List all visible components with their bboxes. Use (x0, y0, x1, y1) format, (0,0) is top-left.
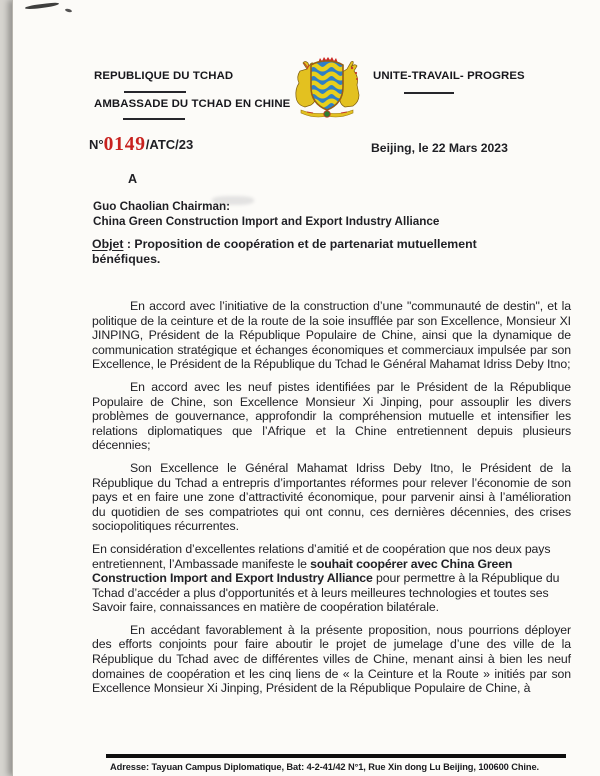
footer-divider (106, 754, 566, 758)
embassy-title: AMBASSADE DU TCHAD EN CHINE (94, 98, 291, 110)
subject-label: Objet (92, 237, 124, 251)
paragraph-4-lead: En considération d’excellentes relations d’amitié et de coopération que nos deux pays entretiennent, l’Ambassade manifeste le (92, 541, 551, 571)
subject-line (92, 237, 540, 268)
reference-stamped-number: 0149 (103, 134, 146, 155)
date-line: Beijing, le 22 Mars 2023 (371, 141, 508, 155)
letter-page (12, 0, 600, 776)
paragraph-3: Son Excellence le Général Mahamat Idriss Deby Itno, le Président de la République du Tchad a entrepris d’importantes réformes pour relever l’économie de son pays et en faire une zone d’attractivité économique, pour parvenir ainsi à l’amélioration du quotidien de ses compatriotes qui ont connu, ces dernières décennies, des crises sociopolitiques récurrentes. (92, 460, 571, 534)
subject-separator: : (123, 237, 135, 251)
letter-body (92, 299, 571, 704)
recipient-name: Guo Chaolian Chairman: (93, 200, 231, 213)
reference-number (89, 134, 193, 156)
header-divider-2 (123, 118, 185, 120)
paragraph-2: En accord avec les neuf pistes identifiées par le Président de la République Populaire de Chine, son Excellence Monsieur Xi Jinping, pour assouplir les divers problèmes de gouvernance, approfondir la compréhension mutuelle et intensifier les relations diplomatiques que l’Afrique et la Chine entretiennent depuis plusieurs décennies; (92, 379, 571, 453)
chad-coat-of-arms-icon (283, 54, 371, 122)
salutation: A (128, 172, 138, 186)
footer-address: Adresse: Tayuan Campus Diplomatique, Bat: 4-2-41/42 N°1, Rue Xin dong Lu Beijing, 100600 Chine. (110, 762, 540, 772)
paragraph-4-emphasis: souhait coopérer avec China Green Construction Import and Export Industry Alliance (92, 556, 513, 586)
header-divider-1 (124, 91, 186, 93)
header-divider-3 (404, 92, 454, 94)
reference-suffix: /ATC/23 (145, 137, 194, 152)
paragraph-4 (92, 542, 571, 615)
scan-artifact-fleck (65, 8, 73, 13)
motto-title: UNITE-TRAVAIL- PROGRES (373, 70, 525, 82)
paragraph-4-tail: pour permettre à la République du Tchad d’accéder a plus d'opportunités et à leurs meilleures technologies et toutes ses Savoir faire, connaissances en matière de coopération bilatérale. (92, 571, 560, 615)
recipient-block (93, 200, 439, 229)
recipient-organization: China Green Construction Import and Export Industry Alliance (93, 214, 440, 228)
country-title: REPUBLIQUE DU TCHAD (94, 70, 234, 82)
subject-text: Proposition de coopération et de partenariat mutuellement bénéfiques. (92, 237, 477, 267)
paragraph-5: En accédant favorablement à la présente proposition, nous pourrions déployer des efforts conjoints pour faire aboutir le projet de jumelage d’une des ville de la République du Tchad avec de différentes villes de Chine, menant ainsi à bien les neuf domaines de coopération et les cinq liens de « la Ceinture et la Route » initiés par son Excellence Monsieur Xi Jinping, Président de la République Populaire de Chine, à (92, 622, 571, 696)
reference-prefix: N° (89, 137, 104, 152)
paragraph-1: En accord avec l’initiative de la construction d’une "communauté de destin", et la politique de la ceinture et de la route de la soie insufflée par son Excellence, Monsieur XI JINPING, Président de la République Populaire de Chine, ainsi que la dynamique de communication stratégique et échanges économiques et commerciaux impulsée par son Excellence, le Président de la République du Tchad le Général Mahamat Idriss Deby Itno; (92, 299, 571, 372)
scan-artifact-mark (25, 2, 59, 10)
